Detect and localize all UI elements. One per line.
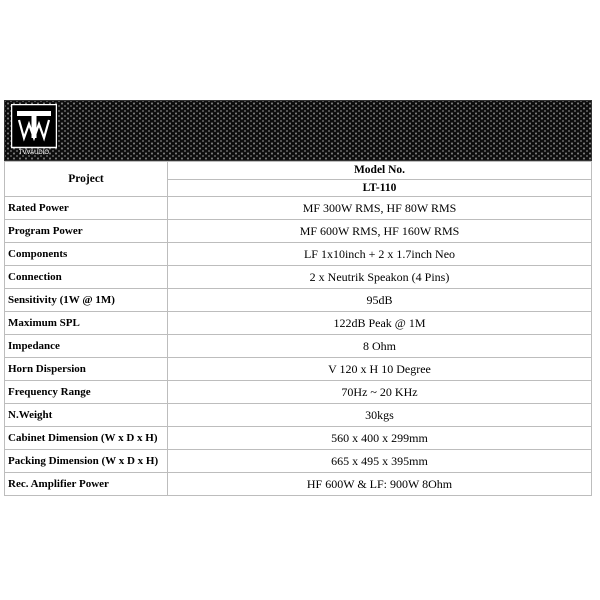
spec-value: 70Hz ~ 20 KHz bbox=[168, 381, 592, 404]
project-header: Project bbox=[5, 162, 168, 197]
spec-value: 8 Ohm bbox=[168, 335, 592, 358]
spec-label: Program Power bbox=[5, 220, 168, 243]
spec-label: Rec. Amplifier Power bbox=[5, 473, 168, 496]
spec-label: N.Weight bbox=[5, 404, 168, 427]
model-value: LT-110 bbox=[168, 179, 592, 197]
table-row bbox=[5, 404, 592, 427]
spec-sheet bbox=[4, 100, 592, 496]
spec-label: Sensitivity (1W @ 1M) bbox=[5, 289, 168, 312]
table-row bbox=[5, 335, 592, 358]
table-header-row bbox=[5, 162, 592, 180]
spec-label: Rated Power bbox=[5, 197, 168, 220]
spec-label: Horn Dispersion bbox=[5, 358, 168, 381]
spec-label: Packing Dimension (W x D x H) bbox=[5, 450, 168, 473]
model-label: Model No. bbox=[168, 162, 592, 180]
table-row bbox=[5, 220, 592, 243]
table-row bbox=[5, 197, 592, 220]
spec-label: Maximum SPL bbox=[5, 312, 168, 335]
spec-value: 665 x 495 x 395mm bbox=[168, 450, 592, 473]
logo-text: TVVAUDIO bbox=[18, 150, 50, 156]
spec-value: 122dB Peak @ 1M bbox=[168, 312, 592, 335]
spec-label: Impedance bbox=[5, 335, 168, 358]
spec-value: MF 600W RMS, HF 160W RMS bbox=[168, 220, 592, 243]
spec-label: Components bbox=[5, 243, 168, 266]
table-row bbox=[5, 243, 592, 266]
spec-label: Connection bbox=[5, 266, 168, 289]
table-row bbox=[5, 427, 592, 450]
spec-label: Cabinet Dimension (W x D x H) bbox=[5, 427, 168, 450]
tw-logo-icon bbox=[11, 104, 57, 156]
table-row bbox=[5, 266, 592, 289]
spec-table bbox=[4, 161, 592, 496]
table-row bbox=[5, 289, 592, 312]
spec-value: 95dB bbox=[168, 289, 592, 312]
table-row bbox=[5, 473, 592, 496]
table-row bbox=[5, 450, 592, 473]
table-row bbox=[5, 381, 592, 404]
spec-value: LF 1x10inch + 2 x 1.7inch Neo bbox=[168, 243, 592, 266]
spec-value: 2 x Neutrik Speakon (4 Pins) bbox=[168, 266, 592, 289]
spec-value: 30kgs bbox=[168, 404, 592, 427]
header-banner bbox=[4, 100, 592, 161]
spec-value: HF 600W & LF: 900W 8Ohm bbox=[168, 473, 592, 496]
spec-value: V 120 x H 10 Degree bbox=[168, 358, 592, 381]
table-row bbox=[5, 312, 592, 335]
spec-label: Frequency Range bbox=[5, 381, 168, 404]
spec-value: MF 300W RMS, HF 80W RMS bbox=[168, 197, 592, 220]
spec-value: 560 x 400 x 299mm bbox=[168, 427, 592, 450]
table-row bbox=[5, 358, 592, 381]
